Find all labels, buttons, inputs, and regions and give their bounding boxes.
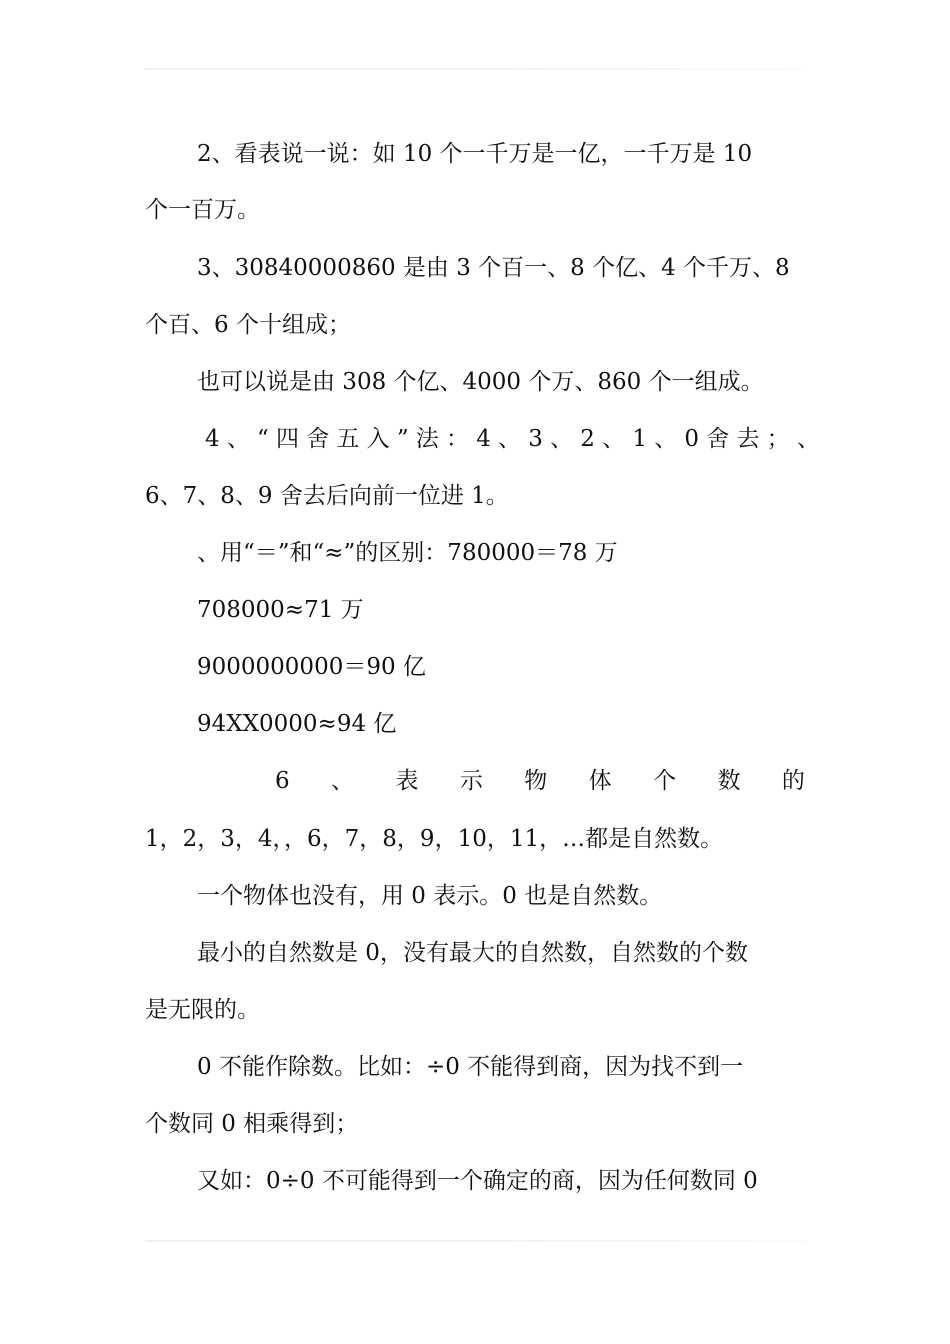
text-fragment: ； — [766, 426, 790, 452]
text-line: 2、看表说一说：如 10 个一千万是一亿，一千万是 10 — [197, 141, 753, 167]
text-fragment: 0 — [684, 426, 700, 452]
justified-line-natural-numbers — [275, 766, 805, 796]
text-fragment: 6 — [275, 768, 290, 794]
text-fragment: 去 — [736, 426, 760, 452]
text-fragment: 1 — [632, 426, 647, 452]
justified-line-rounding — [205, 424, 820, 454]
text-fragment: 3 — [528, 426, 543, 452]
text-line: 0 不能作除数。比如：÷0 不能得到商，因为找不到一 — [197, 1054, 744, 1080]
text-fragment: “ — [257, 426, 269, 452]
text-line: 也可以说是由 308 个亿、4000 个万、860 个一组成。 — [197, 369, 764, 395]
text-line: 6、7、8、9 舍去后向前一位进 1。 — [145, 483, 509, 509]
text-fragment: 数 — [717, 768, 741, 794]
text-line: 又如：0÷0 不可能得到一个确定的商，因为任何数同 0 — [197, 1168, 758, 1194]
text-fragment: 、 — [602, 426, 626, 452]
text-line: 1，2，3，4，，6，7，8，9，10，11，…都是自然数。 — [145, 826, 724, 852]
footer-rule — [145, 1240, 805, 1242]
text-fragment: 舍 — [306, 426, 330, 452]
text-fragment: 四 — [276, 426, 300, 452]
text-fragment: 示 — [459, 768, 483, 794]
text-fragment: 的 — [781, 768, 805, 794]
text-line: 3、30840000860 是由 3 个百一、8 个亿、4 个千万、8 — [197, 255, 790, 281]
text-fragment: 体 — [588, 768, 612, 794]
header-rule — [145, 68, 805, 70]
text-fragment: 表 — [395, 768, 419, 794]
text-fragment: 、 — [226, 426, 250, 452]
text-line: 最小的自然数是 0，没有最大的自然数，自然数的个数 — [197, 940, 748, 966]
text-line: 个百、6 个十组成； — [145, 312, 351, 338]
text-line: 个数同 0 相乘得到； — [145, 1111, 359, 1137]
text-fragment: 、 — [498, 426, 522, 452]
text-fragment: 4 — [476, 426, 491, 452]
text-line: 、用“＝”和“≈”的区别：780000＝78 万 — [197, 540, 618, 566]
text-fragment: ” — [396, 426, 409, 452]
text-line: 是无限的。 — [145, 997, 260, 1023]
text-fragment: 2 — [580, 426, 595, 452]
text-line: 94XX0000≈94 亿 — [197, 711, 397, 737]
text-fragment: 五 — [336, 426, 360, 452]
text-fragment: 物 — [524, 768, 548, 794]
text-line: 9000000000＝90 亿 — [197, 654, 426, 680]
text-fragment: 入 — [366, 426, 390, 452]
text-line: 个一百万。 — [145, 197, 260, 223]
text-fragment: 个 — [653, 768, 677, 794]
text-line: 一个物体也没有，用 0 表示。0 也是自然数。 — [197, 883, 663, 909]
text-fragment: 、 — [796, 426, 820, 452]
text-fragment: 、 — [550, 426, 574, 452]
text-fragment: ： — [446, 426, 469, 452]
text-fragment: 、 — [654, 426, 678, 452]
text-fragment: 舍 — [706, 426, 730, 452]
text-fragment: 、 — [331, 768, 355, 794]
text-fragment: 4 — [205, 426, 220, 452]
text-fragment: 法 — [415, 426, 439, 452]
text-line: 708000≈71 万 — [197, 597, 364, 623]
